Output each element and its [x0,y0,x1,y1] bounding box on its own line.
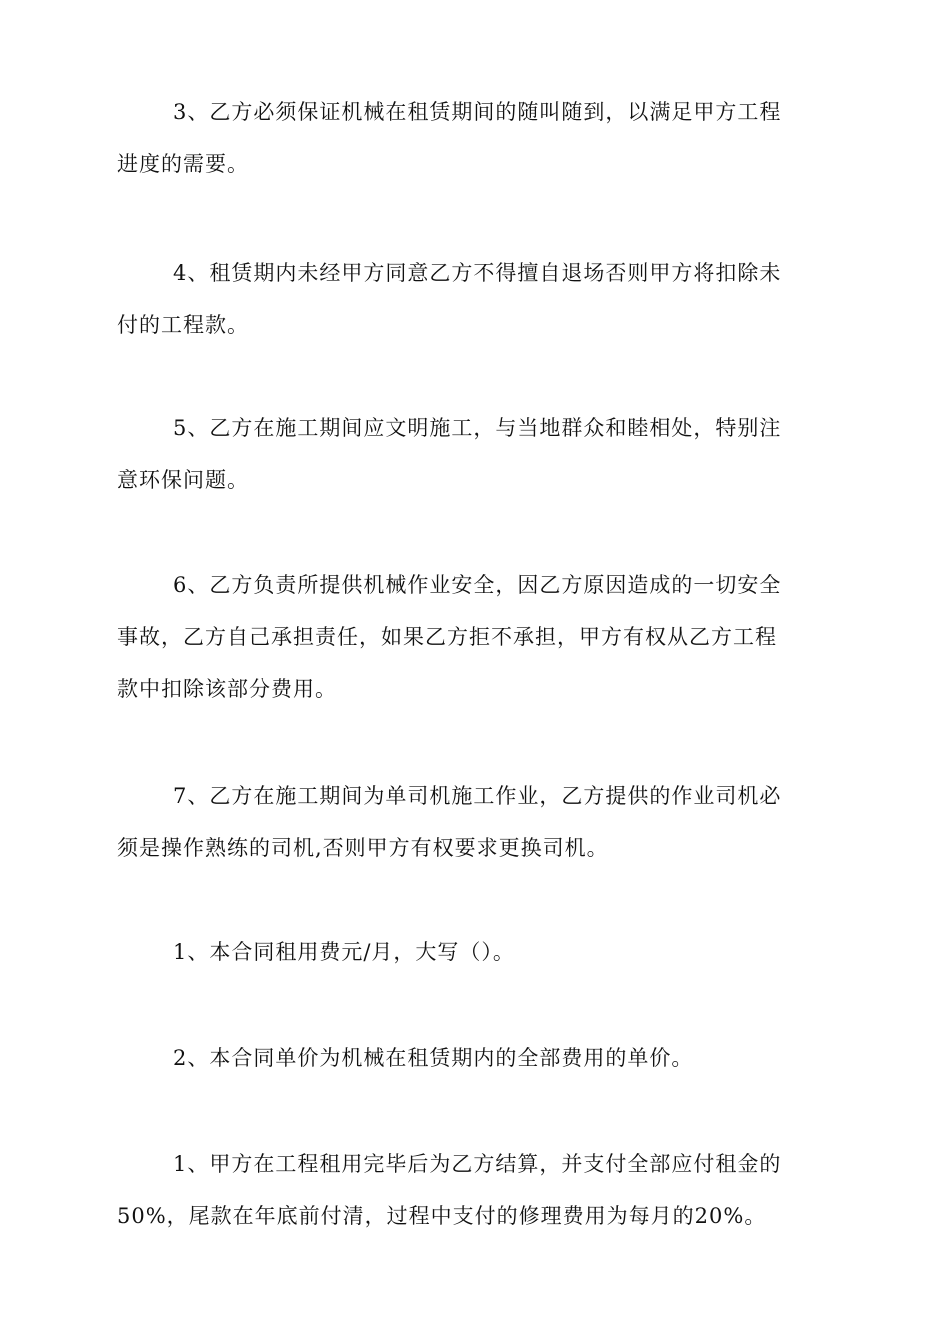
paragraph-line: 1、甲方在工程租用完毕后为乙方结算，并支付全部应付租金的 [173,1152,782,1176]
paragraph-clause-4 [117,247,857,351]
paragraph-line: 事故，乙方自己承担责任，如果乙方拒不承担，甲方有权从乙方工程 [117,625,777,649]
paragraph-line: 须是操作熟练的司机,否则甲方有权要求更换司机。 [117,836,609,860]
paragraph-line: 2、本合同单价为机械在租赁期内的全部费用的单价。 [173,1046,694,1070]
paragraph-clause-5 [117,402,857,506]
paragraph-line: 款中扣除该部分费用。 [117,677,337,701]
paragraph-line: 50%，尾款在年底前付清，过程中支付的修理费用为每月的20%。 [117,1204,767,1228]
paragraph-unit-price [117,1032,857,1084]
paragraph-clause-7 [117,770,857,874]
paragraph-clause-3 [117,86,857,190]
paragraph-rent-fee [117,926,857,978]
paragraph-line: 4、租赁期内未经甲方同意乙方不得擅自退场否则甲方将扣除未 [173,261,782,285]
paragraph-line: 6、乙方负责所提供机械作业安全，因乙方原因造成的一切安全 [173,573,782,597]
paragraph-line: 1、本合同租用费元/月，大写（）。 [173,940,515,964]
paragraph-line: 意环保问题。 [117,468,249,492]
paragraph-line: 3、乙方必须保证机械在租赁期间的随叫随到，以满足甲方工程 [173,100,782,124]
paragraph-clause-6 [117,559,857,715]
paragraph-line: 付的工程款。 [117,313,249,337]
paragraph-line: 5、乙方在施工期间应文明施工，与当地群众和睦相处，特别注 [173,416,782,440]
paragraph-payment [117,1138,857,1242]
paragraph-line: 7、乙方在施工期间为单司机施工作业，乙方提供的作业司机必 [173,784,782,808]
paragraph-line: 进度的需要。 [117,152,249,176]
